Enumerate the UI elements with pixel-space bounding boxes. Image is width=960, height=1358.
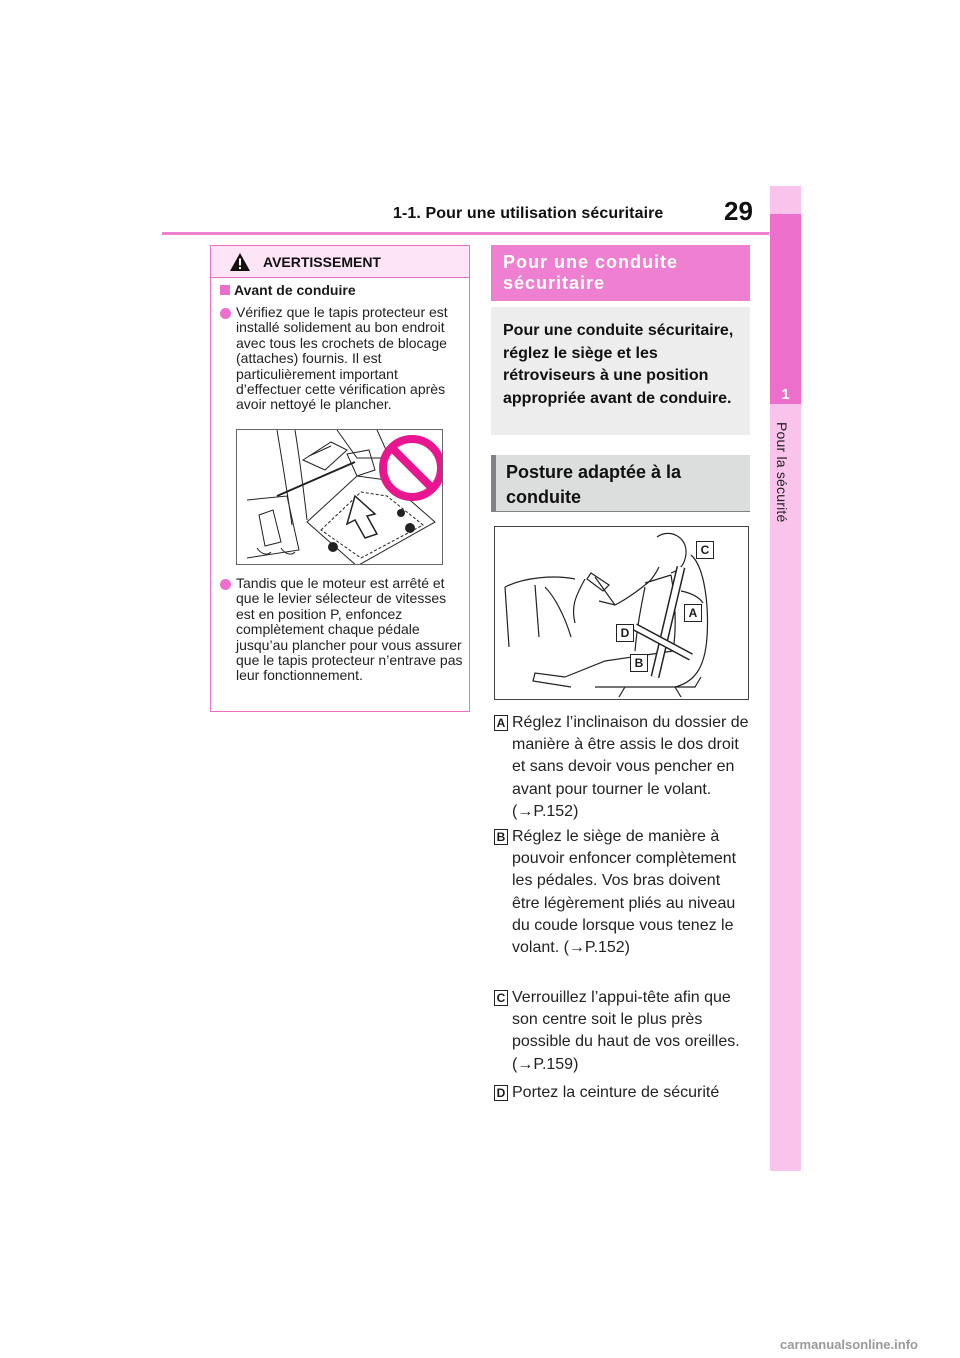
figure-label-d: D [616,624,634,642]
floor-mat-drawing [237,430,443,565]
warning-bullet-text: Tandis que le moteur est arrêté et que le levier sélecteur de vitesses est en position P, enfoncez complètement chaque pédale jusqu’au plancher pour vous assurer que le tapis protecteur n’entrave pas leur fonctionnement. [236,575,463,684]
item-letter-badge: C [494,990,508,1006]
chapter-number: 1 [781,386,790,403]
section-heading-text: Pour une conduite sécuritaire [503,252,679,293]
warning-bullet [220,576,464,684]
adjustment-item-c [494,987,750,1076]
warning-title: AVERTISSEMENT [263,253,381,270]
item-text: Verrouillez l’appui-tête afin que son centre soit le plus près possible du haut de vos oreilles. (→P.159) [512,989,740,1073]
item-letter-badge: B [494,829,508,845]
figure-label-a: A [684,604,702,622]
warning-triangle-icon [229,252,251,272]
running-header: 1-1. Pour une utilisation sécuritaire [393,205,664,222]
warning-header [211,246,469,278]
intro-text: Pour une conduite sécuritaire, réglez le siège et les rétroviseurs à une position appropriée avant de conduire. [503,322,734,407]
floor-mat-illustration [236,429,443,565]
adjustment-item-b [494,826,750,959]
bullet-dot-icon [220,308,231,319]
warning-bullet [220,305,464,413]
item-letter-badge: D [494,1085,508,1101]
figure-label-b: B [630,654,648,672]
posture-heading-text: Posture adaptée à la conduite [506,462,682,507]
chapter-label: Pour la sécurité [774,422,790,523]
item-letter-badge: A [494,715,508,731]
page-number: 29 [724,196,753,226]
chapter-tab-highlight [770,214,801,404]
warning-subtitle [220,282,356,298]
section-heading [491,245,750,301]
bullet-dot-icon [220,579,231,590]
intro-box [491,307,750,435]
driving-posture-illustration [494,526,749,700]
figure-label-c: C [696,541,714,559]
watermark-text: carmanualsonline.info [780,1337,918,1352]
item-text: Portez la ceinture de sécurité [512,1084,720,1101]
adjustment-item-a [494,712,750,823]
posture-heading [491,455,750,512]
adjustment-item-d [494,1082,750,1104]
item-text: Réglez l’inclinaison du dossier de manière à être assis le dos droit et sans devoir vous pencher en avant pour tourner le volant. (→P.152) [512,714,749,820]
header-rule [162,232,769,235]
warning-box [210,245,470,712]
square-bullet-icon [220,285,230,295]
warning-bullet-text: Vérifiez que le tapis protecteur est installé solidement au bon endroit avec tous les crochets de blocage (attaches) fournis. Il est particulièrement important d’effectuer cette vérification après avoir nettoyé le plancher. [236,304,448,413]
side-tab [770,186,801,1171]
item-text: Réglez le siège de manière à pouvoir enfoncer complètement les pédales. Vos bras doivent être légèrement pliés au niveau du coude lorsque vous tenez le volant. (→P.152) [512,828,737,957]
warning-subtitle-text: Avant de conduire [234,282,356,298]
